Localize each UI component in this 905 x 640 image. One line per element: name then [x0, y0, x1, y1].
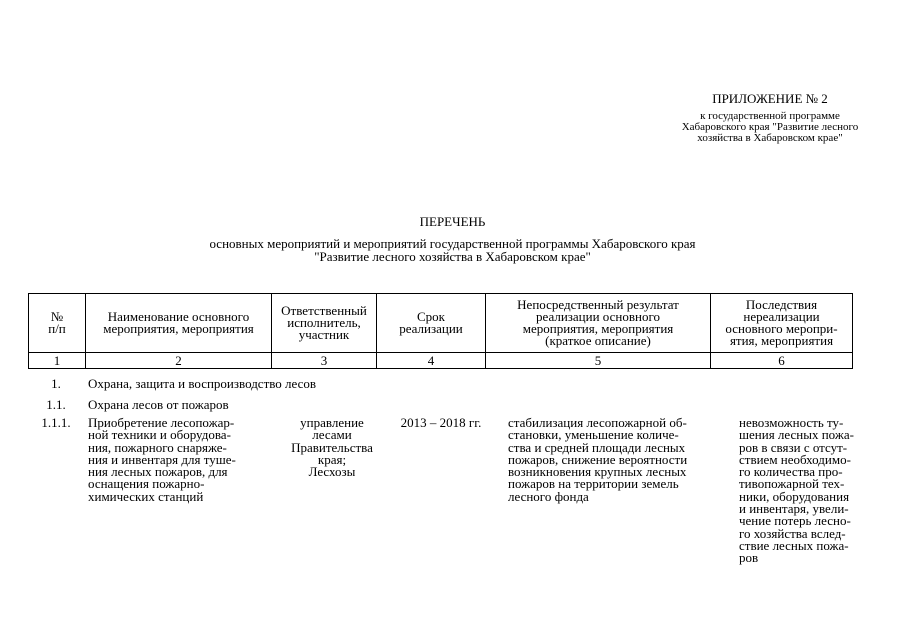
- row-name: [88, 417, 273, 503]
- appendix-subtitle-line: Хабаровского края "Развитие лесного: [681, 121, 859, 133]
- header-row: [29, 294, 853, 353]
- row-executor-line: края;: [317, 451, 347, 467]
- section-number: 1.: [51, 376, 61, 391]
- header-line: нереализации: [743, 309, 820, 324]
- row-consequences-line: ники, оборудования: [739, 488, 850, 504]
- row-consequences-line: тивопожарной тех-: [739, 476, 845, 492]
- header-line: участник: [298, 327, 350, 342]
- row-name-line: ния, пожарного снаряже-: [88, 439, 227, 455]
- row-executor-line: управление: [300, 415, 364, 430]
- row-name-line: химических станций: [88, 488, 204, 504]
- row-executor-line: Правительства: [291, 439, 373, 455]
- row-period: 2013 – 2018 гг.: [400, 415, 482, 430]
- appendix-title: ПРИЛОЖЕНИЕ № 2: [712, 91, 828, 106]
- row-consequences: [739, 417, 879, 565]
- header-line: Непосредственный результат: [517, 297, 679, 312]
- row-executor: [280, 417, 384, 478]
- row-consequences-line: шения лесных пожа-: [739, 427, 854, 443]
- appendix-subtitle-line: к государственной программе: [700, 110, 840, 122]
- row-consequences-line: го количества про-: [739, 464, 843, 480]
- appendix-subtitle-line: хозяйства в Хабаровском крае": [697, 132, 843, 144]
- section-number: 1.1.: [46, 397, 66, 412]
- header-line: Срок: [417, 309, 445, 324]
- row-consequences-line: ствие лесных пожа-: [739, 537, 849, 553]
- column-number: 5: [486, 353, 711, 369]
- row-consequences-line: и инвентаря, увели-: [739, 501, 849, 517]
- header-line: п/п: [48, 321, 66, 336]
- document-subtitle-line: "Развитие лесного хозяйства в Хабаровском крае": [314, 249, 591, 264]
- row-name-line: ния и инвентаря для туше-: [88, 451, 236, 467]
- appendix-subtitle: [640, 111, 900, 144]
- row-name-line: ной техники и оборудова-: [88, 427, 231, 443]
- row-consequences-line: чение потерь лесно-: [739, 513, 851, 529]
- header-cell-executor: [272, 294, 377, 353]
- document-title: ПЕРЕЧЕНЬ: [419, 214, 486, 229]
- header-line: Наименование основного: [107, 309, 250, 324]
- row-number: 1.1.1.: [41, 415, 71, 430]
- row-executor-line: лесами: [312, 427, 352, 443]
- row-name-line: оснащения пожарно-: [88, 476, 205, 492]
- header-cell-result: [486, 294, 711, 353]
- header-line: реализации основного: [536, 309, 660, 324]
- header-line: Ответственный: [281, 303, 367, 318]
- header-line: исполнитель,: [287, 315, 361, 330]
- column-number: 4: [377, 353, 486, 369]
- column-number: 3: [272, 353, 377, 369]
- column-number-row: [29, 353, 853, 369]
- row-consequences-line: го хозяйства вслед-: [739, 525, 846, 541]
- column-number: 6: [711, 353, 853, 369]
- column-number: 2: [86, 353, 272, 369]
- row-result-line: пожаров, снижение вероятности: [508, 451, 688, 467]
- row-result-line: пожаров на территории земель: [508, 476, 679, 492]
- row-consequences-line: ствием необходимо-: [739, 451, 851, 467]
- row-result-line: ства и средней площади лесных: [508, 439, 686, 455]
- row-executor-line: Лесхозы: [308, 464, 356, 480]
- section-title: Охрана, защита и воспроизводство лесов: [88, 376, 317, 391]
- row-name-line: ния лесных пожаров, для: [88, 464, 228, 480]
- header-line: ятия, мероприятия: [729, 333, 834, 348]
- row-consequences-line: ров в связи с отсут-: [739, 439, 848, 455]
- row-consequences-line: невозможность ту-: [739, 415, 844, 430]
- document-subtitle: [0, 237, 905, 263]
- header-line: реализации: [399, 321, 463, 336]
- header-line: Последствия: [745, 297, 818, 312]
- column-number: 1: [29, 353, 86, 369]
- header-cell-number: [29, 294, 86, 353]
- header-line: мероприятия, мероприятия: [103, 321, 254, 336]
- header-line: основного меропри-: [725, 321, 838, 336]
- row-name-line: Приобретение лесопожар-: [88, 415, 235, 430]
- header-cell-name: [86, 294, 272, 353]
- table-header: [28, 293, 853, 369]
- row-consequences-line: ров: [739, 550, 759, 566]
- header-line: (краткое описание): [545, 333, 651, 348]
- header-line: мероприятия, мероприятия: [522, 321, 674, 336]
- header-cell-period: [377, 294, 486, 353]
- row-result-line: возникновения крупных лесных: [508, 464, 687, 480]
- section-title: Охрана лесов от пожаров: [88, 397, 229, 412]
- header-cell-consequences: [711, 294, 853, 353]
- document-subtitle-line: основных мероприятий и мероприятий государственной программы Хабаровского края: [209, 236, 696, 251]
- header-line: №: [50, 309, 64, 324]
- row-result-line: лесного фонда: [508, 488, 589, 504]
- row-result-line: стабилизация лесопожарной об-: [508, 415, 687, 430]
- row-result: [508, 417, 730, 503]
- row-result-line: становки, уменьшение количе-: [508, 427, 679, 443]
